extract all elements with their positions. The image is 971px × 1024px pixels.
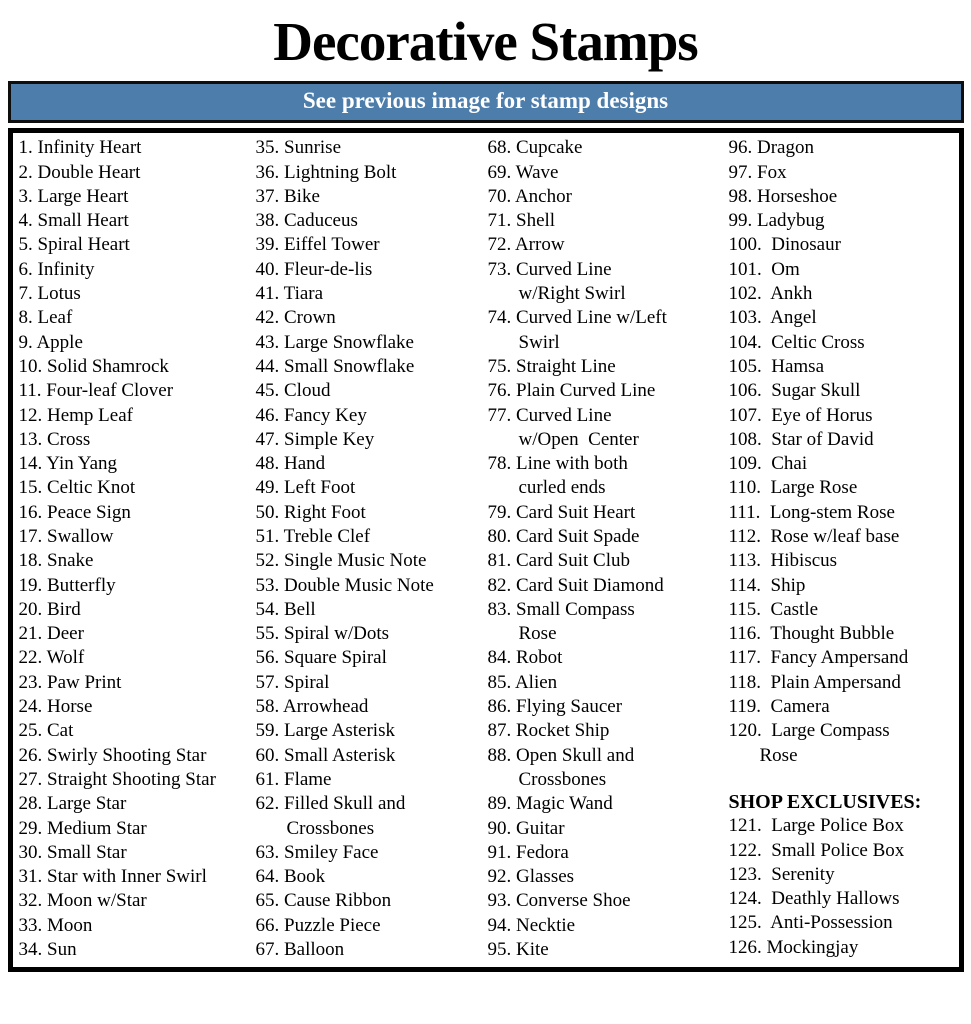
- list-item: [729, 501, 959, 525]
- list-item-text: 42. Crown: [255, 307, 336, 329]
- list-item: [729, 911, 959, 935]
- list-item: [256, 841, 488, 865]
- list-item-text: 95. Kite: [487, 939, 549, 961]
- list-item-text: 96. Dragon: [728, 137, 814, 159]
- list-item: [19, 865, 256, 889]
- list-item-text: 25. Cat: [18, 720, 74, 742]
- list-item-text: 57. Spiral: [255, 671, 330, 693]
- list-item-text: 101. Om: [728, 258, 800, 280]
- list-item: [256, 476, 488, 500]
- column-1: [19, 136, 256, 967]
- list-item: [488, 525, 729, 549]
- list-item: [256, 671, 488, 695]
- list-item: [19, 574, 256, 598]
- list-item: [729, 258, 959, 282]
- list-item: [488, 161, 729, 185]
- list-item-text: 104. Celtic Cross: [728, 331, 865, 353]
- list-item-text: 11. Four-leaf Clover: [18, 380, 174, 402]
- shop-exclusives-heading: SHOP EXCLUSIVES:: [728, 790, 922, 813]
- list-item: [729, 598, 959, 622]
- list-item-text: 55. Spiral w/Dots: [255, 623, 390, 645]
- list-item-text: 54. Bell: [255, 598, 316, 620]
- list-item: [488, 889, 729, 913]
- list-item: [488, 865, 729, 889]
- list-item-text: 16. Peace Sign: [18, 501, 131, 523]
- list-item: [488, 452, 729, 501]
- list-item: [19, 379, 256, 403]
- list-item-text: 50. Right Foot: [255, 501, 366, 523]
- list-item: [488, 792, 729, 816]
- list-item: [19, 476, 256, 500]
- list-item-text: 37. Bike: [255, 185, 320, 207]
- column-4: [729, 136, 959, 967]
- list-item: [488, 817, 729, 841]
- list-item: [256, 404, 488, 428]
- list-item-text: 94. Necktie: [487, 914, 576, 936]
- list-item: [19, 282, 256, 306]
- list-item-text: 72. Arrow: [487, 234, 565, 256]
- list-item-text: 70. Anchor: [487, 185, 572, 207]
- list-item: [256, 428, 488, 452]
- list-item: [19, 331, 256, 355]
- list-item: [488, 233, 729, 257]
- list-item-text: 14. Yin Yang: [18, 453, 118, 475]
- list-item-continuation: Crossbones: [518, 768, 607, 790]
- list-item: [488, 306, 729, 355]
- list-item-text: 106. Sugar Skull: [728, 380, 861, 402]
- stamp-list: [8, 128, 964, 972]
- list-item: [488, 646, 729, 670]
- list-item: [488, 379, 729, 403]
- list-item: [19, 671, 256, 695]
- list-item-text: 109. Chai: [728, 453, 808, 475]
- list-item-text: 3. Large Heart: [18, 185, 129, 207]
- list-item: [729, 136, 959, 160]
- list-item-text: 51. Treble Clef: [255, 526, 371, 547]
- list-item: [256, 865, 488, 889]
- list-item-text: 102. Ankh: [728, 283, 813, 305]
- list-item: [256, 744, 488, 768]
- list-item-text: 83. Small Compass: [487, 598, 635, 620]
- list-item-text: 116. Thought Bubble: [728, 623, 895, 645]
- list-item-text: 27. Straight Shooting Star: [18, 768, 216, 790]
- list-item-text: 112. Rose w/leaf base: [728, 526, 900, 547]
- list-item-text: 46. Fancy Key: [255, 404, 367, 426]
- list-item: [729, 671, 959, 695]
- list-item-text: 68. Cupcake: [487, 137, 583, 159]
- list-item: [256, 938, 488, 962]
- list-item: [19, 719, 256, 743]
- list-item-text: 74. Curved Line w/Left: [487, 307, 667, 329]
- list-item: [19, 889, 256, 913]
- list-item-text: 111. Long-stem Rose: [728, 501, 895, 523]
- list-item: [729, 355, 959, 379]
- list-item-text: 63. Smiley Face: [255, 841, 379, 863]
- list-item-text: 82. Card Suit Diamond: [487, 574, 664, 596]
- list-item-continuation: curled ends: [518, 477, 606, 499]
- list-item-text: 69. Wave: [487, 161, 559, 183]
- list-item: [256, 598, 488, 622]
- list-item-text: 119. Camera: [728, 696, 830, 718]
- list-item: [488, 695, 729, 719]
- list-item: [256, 914, 488, 938]
- list-item-continuation: Swirl: [518, 331, 560, 353]
- list-item-text: 105. Hamsa: [728, 355, 825, 377]
- list-item: [729, 185, 959, 209]
- list-item-text: 117. Fancy Ampersand: [728, 647, 909, 669]
- list-item-text: 123. Serenity: [728, 863, 835, 885]
- list-item: [729, 525, 959, 549]
- list-item-text: 67. Balloon: [255, 939, 345, 961]
- list-item: [19, 841, 256, 865]
- list-item-text: 30. Small Star: [18, 841, 127, 863]
- list-item: [729, 549, 959, 573]
- list-item: [488, 914, 729, 938]
- list-item-text: 1. Infinity Heart: [18, 137, 142, 159]
- list-item-text: 13. Cross: [18, 428, 91, 450]
- list-item: [729, 331, 959, 355]
- list-item-text: 86. Flying Saucer: [487, 696, 623, 718]
- list-item: [729, 622, 959, 646]
- list-item: [488, 501, 729, 525]
- list-item: [19, 938, 256, 962]
- list-item-text: 6. Infinity: [18, 258, 95, 280]
- list-item: [19, 306, 256, 330]
- list-item-text: 32. Moon w/Star: [18, 890, 147, 912]
- list-item-text: 49. Left Foot: [255, 477, 356, 499]
- list-item-text: 88. Open Skull and: [487, 744, 635, 766]
- list-item-text: 23. Paw Print: [18, 671, 122, 693]
- list-item: [729, 161, 959, 185]
- list-item: [729, 233, 959, 257]
- list-item-text: 73. Curved Line: [487, 258, 612, 280]
- list-item: [729, 863, 959, 887]
- list-item-text: 56. Square Spiral: [255, 647, 387, 669]
- list-item-text: 71. Shell: [487, 210, 556, 232]
- list-item: [256, 525, 488, 549]
- list-item-text: 2. Double Heart: [18, 161, 141, 183]
- page-title: Decorative Stamps: [273, 11, 698, 72]
- list-item-text: 76. Plain Curved Line: [487, 380, 656, 402]
- list-item-text: 100. Dinosaur: [728, 234, 841, 256]
- list-item: [256, 355, 488, 379]
- list-item-text: 80. Card Suit Spade: [487, 526, 640, 547]
- list-item-text: 17. Swallow: [18, 526, 114, 547]
- list-item-text: 31. Star with Inner Swirl: [18, 866, 207, 888]
- list-item-text: 81. Card Suit Club: [487, 550, 631, 572]
- list-item-text: 47. Simple Key: [255, 428, 375, 450]
- list-item: [488, 355, 729, 379]
- list-item: [256, 233, 488, 257]
- list-item: [729, 839, 959, 863]
- list-item-text: 64. Book: [255, 866, 326, 888]
- list-item-text: 29. Medium Star: [18, 817, 147, 839]
- list-item-text: 10. Solid Shamrock: [18, 355, 169, 377]
- list-item: [19, 768, 256, 792]
- list-item-text: 58. Arrowhead: [255, 696, 369, 718]
- list-item-text: 28. Large Star: [18, 793, 127, 815]
- list-item: [19, 136, 256, 160]
- list-item: [729, 452, 959, 476]
- list-item-text: 66. Puzzle Piece: [255, 914, 381, 936]
- list-item: [19, 161, 256, 185]
- list-item: [729, 887, 959, 911]
- list-item-text: 124. Deathly Hallows: [728, 888, 900, 910]
- list-item-text: 115. Castle: [728, 598, 819, 620]
- list-item: [729, 936, 959, 960]
- list-item: [256, 452, 488, 476]
- list-item: [19, 258, 256, 282]
- list-item: [19, 817, 256, 841]
- list-item: [19, 428, 256, 452]
- list-item-text: 60. Small Asterisk: [255, 744, 396, 766]
- list-item-continuation: Rose: [759, 744, 798, 766]
- list-item: [19, 185, 256, 209]
- list-item: [256, 161, 488, 185]
- list-item: [256, 258, 488, 282]
- list-item-text: 12. Hemp Leaf: [18, 404, 133, 426]
- list-item-text: 45. Cloud: [255, 380, 331, 402]
- list-item-text: 97. Fox: [728, 161, 787, 183]
- column-3: [488, 136, 729, 967]
- list-item: [256, 889, 488, 913]
- list-item-continuation: Crossbones: [286, 817, 375, 839]
- list-item: [488, 938, 729, 962]
- list-item: [488, 185, 729, 209]
- list-item: [488, 719, 729, 743]
- column-2: [256, 136, 488, 967]
- list-item: [19, 233, 256, 257]
- list-item: [729, 404, 959, 428]
- list-item: [488, 404, 729, 453]
- list-item: [729, 814, 959, 838]
- list-item-text: 43. Large Snowflake: [255, 331, 414, 353]
- list-item: [488, 574, 729, 598]
- list-item-text: 87. Rocket Ship: [487, 720, 610, 742]
- list-item-text: 52. Single Music Note: [255, 550, 427, 572]
- list-item: [256, 331, 488, 355]
- list-item: [256, 282, 488, 306]
- list-item-text: 93. Converse Shoe: [487, 890, 631, 912]
- list-item-text: 65. Cause Ribbon: [255, 890, 392, 912]
- list-item: [256, 792, 488, 841]
- list-item: [256, 501, 488, 525]
- list-item: [19, 792, 256, 816]
- list-item-continuation: w/Right Swirl: [518, 283, 626, 305]
- list-item-text: 122. Small Police Box: [728, 839, 905, 861]
- list-item-text: 61. Flame: [255, 768, 332, 790]
- list-item: [256, 306, 488, 330]
- list-item-text: 4. Small Heart: [18, 210, 129, 232]
- list-item: [729, 306, 959, 330]
- list-item-text: 77. Curved Line: [487, 404, 612, 426]
- list-item: [729, 574, 959, 598]
- list-item: [729, 282, 959, 306]
- list-item: [19, 598, 256, 622]
- list-item: [729, 209, 959, 233]
- list-item: [488, 671, 729, 695]
- list-item-text: 103. Angel: [728, 307, 817, 329]
- list-item-text: 89. Magic Wand: [487, 793, 613, 815]
- list-item: [256, 768, 488, 792]
- list-item-text: 48. Hand: [255, 453, 326, 475]
- list-item-text: 126. Mockingjay: [728, 936, 859, 958]
- list-item: [19, 452, 256, 476]
- list-item-text: 113. Hibiscus: [728, 550, 838, 572]
- list-item-text: 7. Lotus: [18, 283, 81, 305]
- list-item: [256, 379, 488, 403]
- list-item-text: 125. Anti-Possession: [728, 912, 893, 934]
- list-item-text: 36. Lightning Bolt: [255, 161, 397, 183]
- list-item-text: 22. Wolf: [18, 647, 85, 669]
- list-item: [488, 549, 729, 573]
- list-item-text: 24. Horse: [18, 696, 93, 718]
- list-item-text: 26. Swirly Shooting Star: [18, 744, 207, 766]
- list-item: [729, 379, 959, 403]
- list-item: [256, 549, 488, 573]
- list-item: [19, 549, 256, 573]
- list-item: [19, 355, 256, 379]
- list-item: [19, 744, 256, 768]
- list-item-text: 108. Star of David: [728, 428, 874, 450]
- list-item-text: 107. Eye of Horus: [728, 404, 873, 426]
- list-item-text: 118. Plain Ampersand: [728, 671, 901, 693]
- list-item: [19, 404, 256, 428]
- list-item-text: 75. Straight Line: [487, 355, 616, 377]
- list-item-text: 53. Double Music Note: [255, 574, 434, 596]
- list-item-text: 120. Large Compass: [728, 720, 890, 742]
- list-item-text: 39. Eiffel Tower: [255, 234, 380, 256]
- list-item: [488, 841, 729, 865]
- list-item: [19, 695, 256, 719]
- list-item: [256, 719, 488, 743]
- list-item: [19, 646, 256, 670]
- list-item-text: 92. Glasses: [487, 866, 575, 888]
- list-item: [19, 914, 256, 938]
- banner-text: See previous image for stamp designs: [302, 88, 669, 114]
- list-item: [256, 185, 488, 209]
- list-item-text: 98. Horseshoe: [728, 185, 838, 207]
- list-item-text: 35. Sunrise: [255, 137, 341, 159]
- list-item-text: 79. Card Suit Heart: [487, 501, 636, 523]
- list-item-text: 121. Large Police Box: [728, 815, 904, 837]
- list-item-text: 41. Tiara: [255, 283, 324, 305]
- banner: [8, 81, 964, 123]
- list-item: [729, 695, 959, 719]
- list-item-text: 33. Moon: [18, 914, 93, 936]
- list-item-text: 44. Small Snowflake: [255, 355, 415, 377]
- list-item-text: 40. Fleur-de-lis: [255, 258, 373, 280]
- list-item-text: 19. Butterfly: [18, 574, 116, 596]
- list-item-text: 110. Large Rose: [728, 477, 858, 499]
- list-item-text: 99. Ladybug: [728, 210, 825, 232]
- list-item-text: 15. Celtic Knot: [18, 477, 136, 499]
- list-item-text: 18. Snake: [18, 550, 94, 572]
- list-item: [19, 525, 256, 549]
- list-item: [488, 258, 729, 307]
- list-item-text: 20. Bird: [18, 598, 81, 620]
- list-item: [256, 574, 488, 598]
- list-item-text: 91. Fedora: [487, 841, 569, 863]
- list-item-text: 9. Apple: [18, 331, 83, 353]
- list-item-text: 34. Sun: [18, 939, 77, 961]
- list-item: [729, 476, 959, 500]
- list-item-text: 90. Guitar: [487, 817, 565, 839]
- list-item-text: 59. Large Asterisk: [255, 720, 395, 742]
- list-item: [256, 209, 488, 233]
- list-item: [729, 646, 959, 670]
- list-item-text: 21. Deer: [18, 623, 84, 645]
- list-item-text: 84. Robot: [487, 647, 563, 669]
- list-item: [19, 209, 256, 233]
- list-item: [729, 428, 959, 452]
- list-item: [729, 719, 959, 768]
- list-item-text: 78. Line with both: [487, 453, 628, 475]
- list-item-continuation: w/Open Center: [518, 428, 639, 450]
- list-item-text: 38. Caduceus: [255, 210, 358, 232]
- list-item: [256, 695, 488, 719]
- list-item: [256, 646, 488, 670]
- list-item: [488, 598, 729, 647]
- list-item-text: 114. Ship: [728, 574, 806, 596]
- list-item-text: 5. Spiral Heart: [18, 234, 130, 256]
- list-item-continuation: Rose: [518, 623, 557, 645]
- list-item: [488, 136, 729, 160]
- list-item-text: 62. Filled Skull and: [255, 793, 406, 815]
- list-item-text: 85. Alien: [487, 671, 558, 693]
- list-item: [488, 744, 729, 793]
- list-item: [256, 136, 488, 160]
- list-item: [488, 209, 729, 233]
- list-item: [19, 622, 256, 646]
- list-item: [256, 622, 488, 646]
- list-item: [19, 501, 256, 525]
- list-item-text: 8. Leaf: [18, 307, 73, 329]
